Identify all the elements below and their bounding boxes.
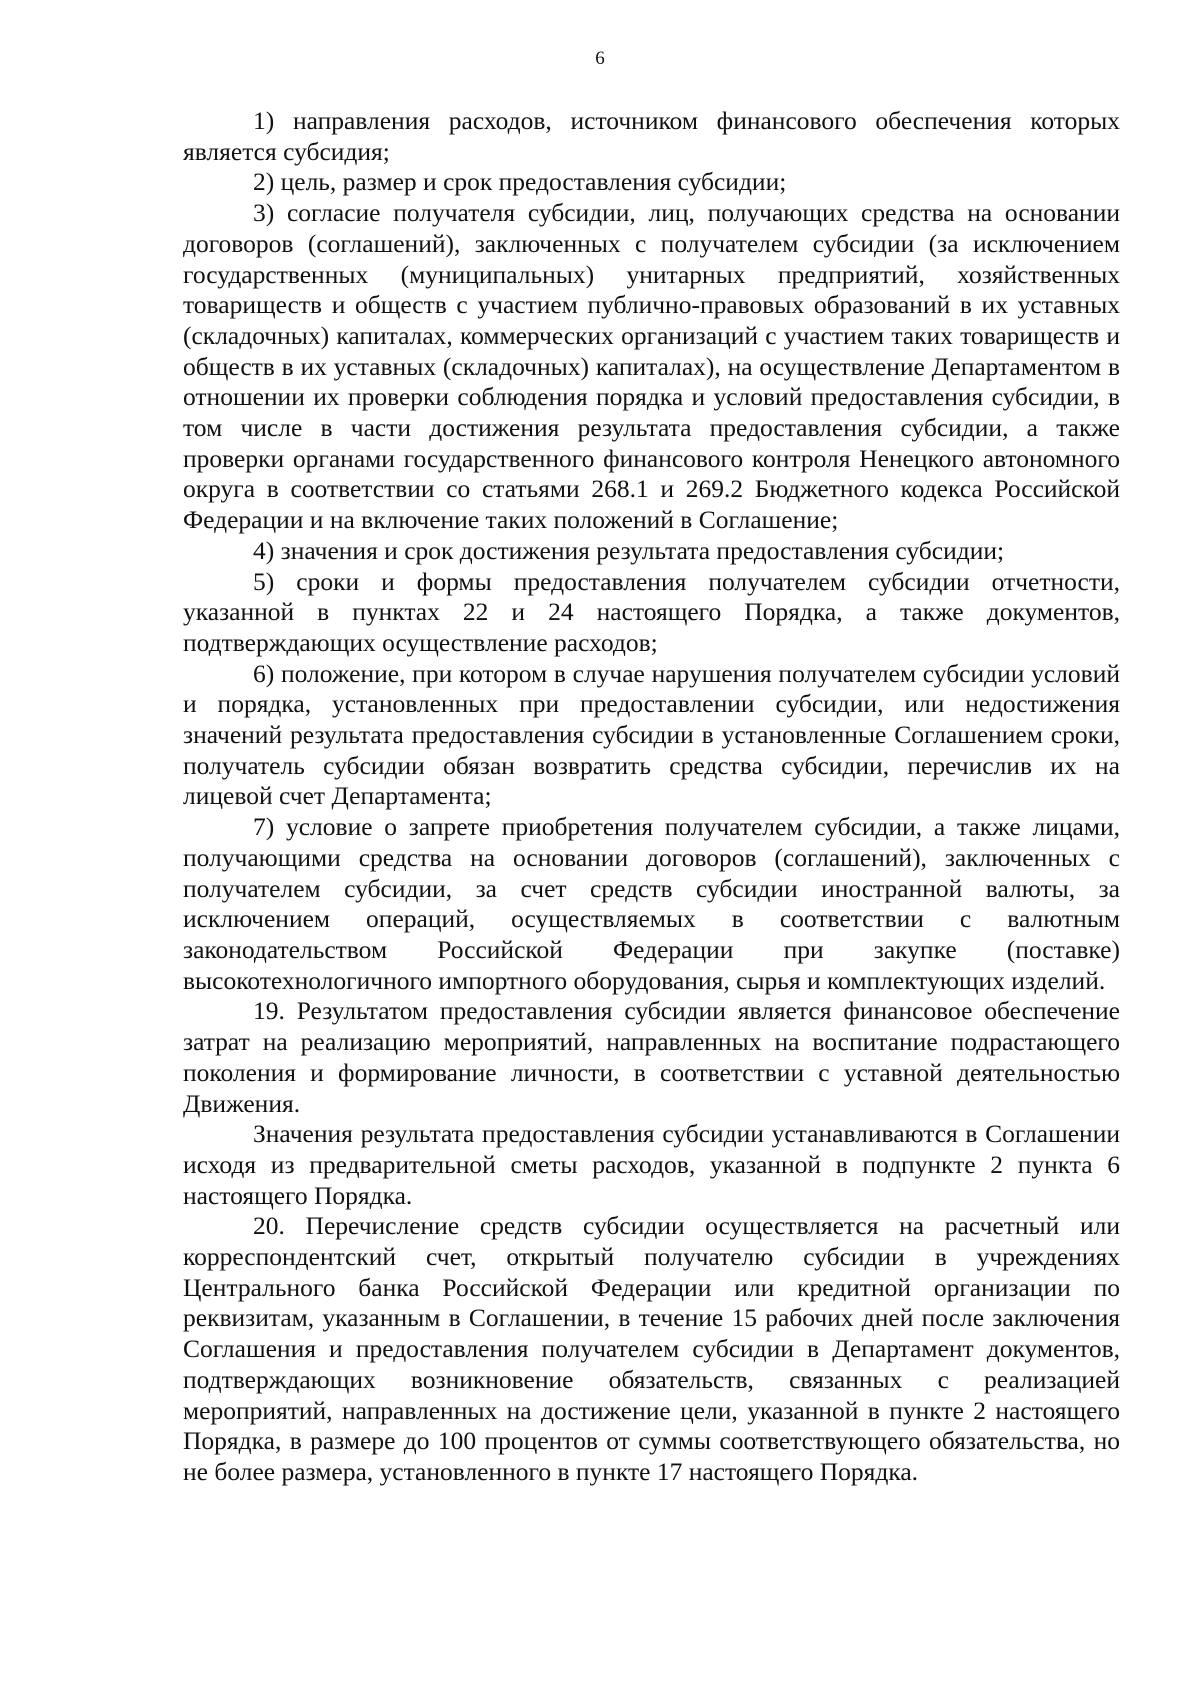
paragraph-section-20: 20. Перечисление средств субсидии осуществляется на расчетный или корреспондентский счет, открытый получателю субсидии в учреждениях Центрального банка Российской Федерации или кредитной организации по реквизитам, указанным в Соглашении, в течение 15 рабочих дней после заключения Соглашения и предоставления получателем субсидии в Департамент документов, подтверждающих возникновение обязательств, связанных с реализацией мероприятий, направленных на достижение цели, указанной в пункте 2 настоящего Порядка, в размере до 100 процентов от суммы соответствующего обязательства, но не более размера, установленного в пункте 17 настоящего Порядка. <box>183 1211 1120 1486</box>
paragraph-item-4: 4) значения и срок достижения результата предоставления субсидии; <box>253 535 1005 565</box>
paragraph-item-2: 2) цель, размер и срок предоставления субсидии; <box>253 167 787 197</box>
paragraph-section-19: 19. Результатом предоставления субсидии является финансовое обеспечение затрат на реализацию мероприятий, направленных на воспитание подрастающего поколения и формирование личности, в соответствии с уставной деятельностью Движения. <box>183 996 1120 1118</box>
paragraph-item-6: 6) положение, при котором в случае нарушения получателем субсидии условий и порядка, установленных при предоставлении субсидии, или недостижения значений результата предоставления субсидии в установленные Соглашением сроки, получатель субсидии обязан возвратить средства субсидии, перечислив их на лицевой счет Департамента; <box>183 658 1120 811</box>
paragraph-item-7: 7) условие о запрете приобретения получателем субсидии, а также лицами, получающими средства на основании договоров (соглашений), заключенных с получателем субсидии, за счет средств субсидии иностранной валюты, за исключением операций, осуществляемых в соответствии с валютным законодательством Российской Федерации при закупке (поставке) высокотехнологичного импортного оборудования, сырья и комплектующих изделий. <box>183 812 1120 995</box>
paragraph-item-3: 3) согласие получателя субсидии, лиц, получающих средства на основании договоров (соглашений), заключенных с получателем субсидии (за исключением государственных (муниципальных) унитарных предприятий, хозяйственных товариществ и обществ с участием публично-правовых образований в их уставных (складочных) капиталах, коммерческих организаций с участием таких товариществ и обществ в их уставных (складочных) капиталах), на осуществление Департаментом в отношении их проверки соблюдения порядка и условий предоставления субсидии, в том числе в части достижения результата предоставления субсидии, а также проверки органами государственного финансового контроля Ненецкого автономного округа в соответствии со статьями 268.1 и 269.2 Бюджетного кодекса Российской Федерации и на включение таких положений в Соглашение; <box>183 198 1120 535</box>
paragraph-item-1: 1) направления расходов, источником финансового обеспечения которых является субсидия; <box>183 106 1120 166</box>
paragraph-item-5: 5) сроки и формы предоставления получателем субсидии отчетности, указанной в пунктах 22 и 24 настоящего Порядка, а также документов, подтверждающих осуществление расходов; <box>183 566 1120 657</box>
page-number: 6 <box>595 48 605 69</box>
paragraph-result-values: Значения результата предоставления субсидии устанавливаются в Соглашении исходя из предварительной сметы расходов, указанной в подпункте 2 пункта 6 настоящего Порядка. <box>183 1119 1120 1210</box>
document-body <box>183 106 1120 1488</box>
